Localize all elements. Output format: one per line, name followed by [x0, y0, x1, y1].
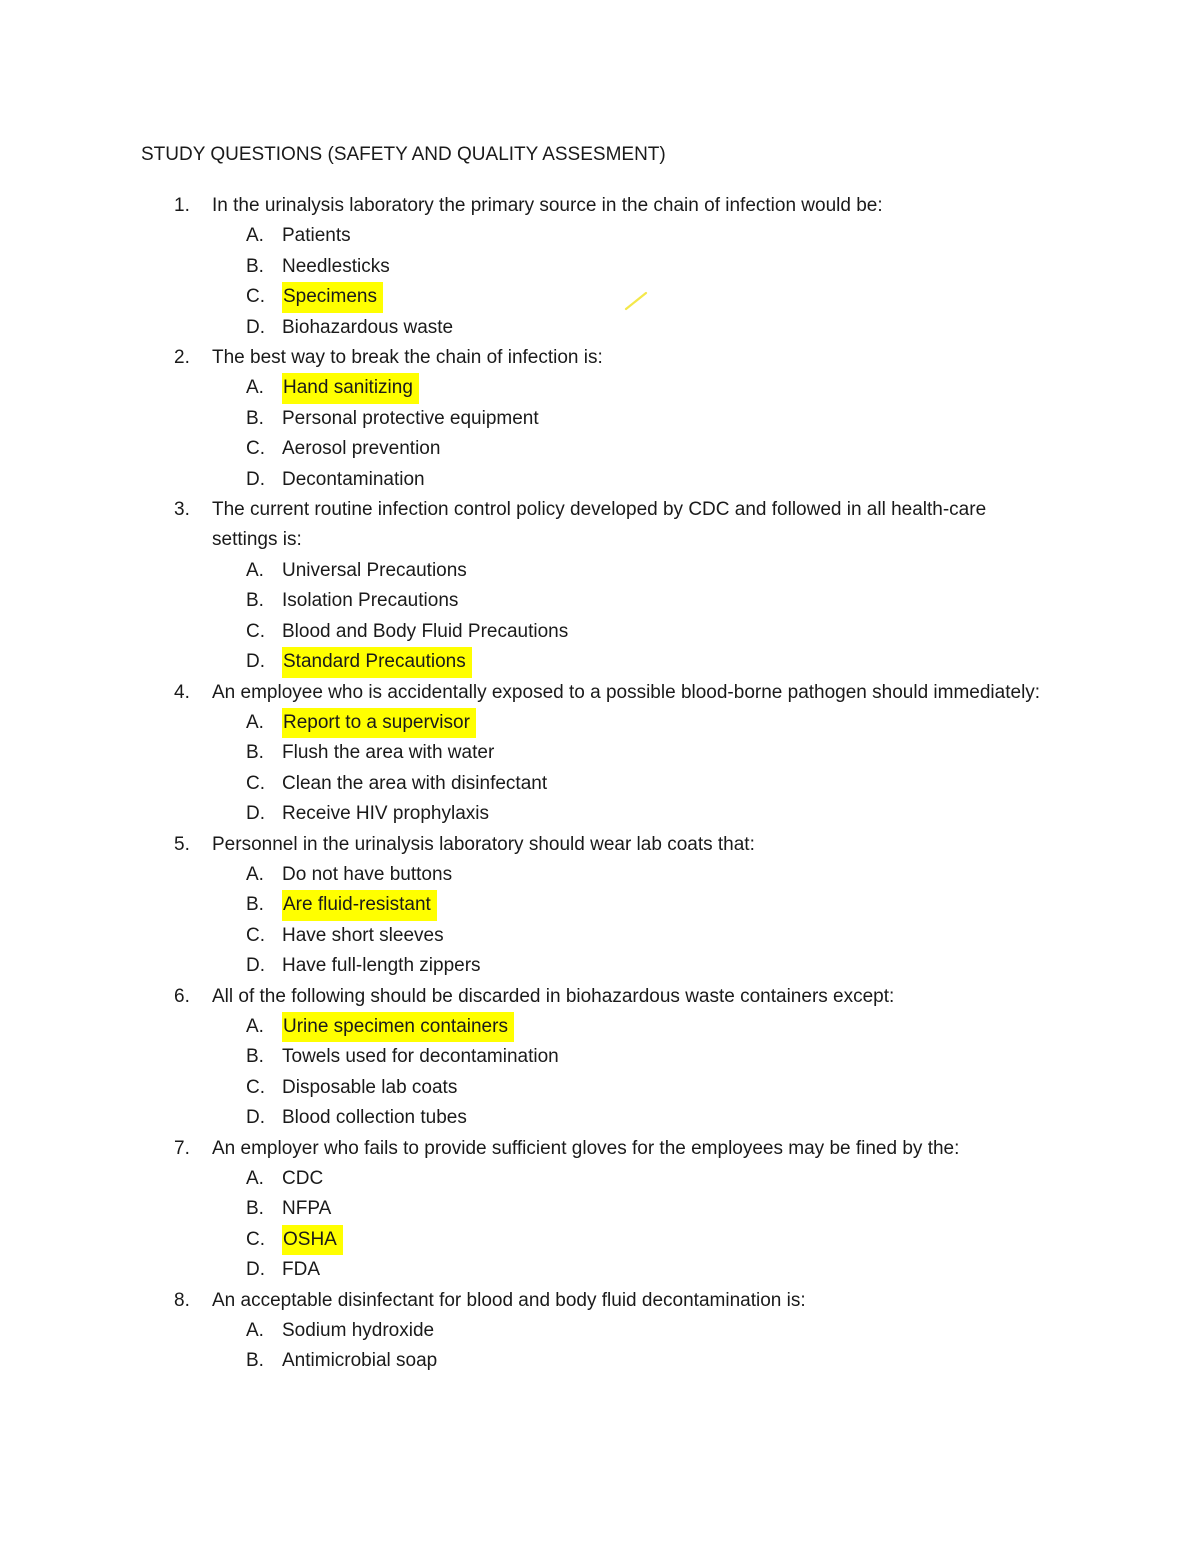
question-text: An employer who fails to provide sufficient gloves for the employees may be fined by the: — [212, 1137, 960, 1159]
answer-option — [246, 647, 1200, 677]
question-text: The best way to break the chain of infection is: — [212, 347, 603, 369]
option-text: Decontamination — [282, 468, 425, 490]
option-letter: D. — [246, 1259, 265, 1281]
answer-option — [246, 1073, 1200, 1103]
option-text: NFPA — [282, 1198, 332, 1220]
option-text: Have short sleeves — [282, 924, 444, 946]
option-letter: C. — [246, 1228, 265, 1250]
answer-option — [246, 1164, 1200, 1194]
highlighted-answer-text: Are fluid-resistant — [282, 890, 437, 920]
answer-option — [246, 769, 1200, 799]
question-4 — [174, 678, 1200, 708]
option-letter: A. — [246, 863, 264, 885]
option-text: CDC — [282, 1168, 324, 1189]
question-text: The current routine infection control policy developed by CDC and followed in all health-care settings is: — [212, 499, 987, 551]
question-1 — [174, 191, 1200, 221]
option-letter: B. — [246, 1198, 264, 1220]
document-title: STUDY QUESTIONS (SAFETY AND QUALITY ASSESMENT) — [141, 144, 666, 165]
option-text: Isolation Precautions — [282, 590, 459, 612]
answer-option — [246, 282, 1200, 312]
question-number: 2. — [174, 347, 190, 369]
option-letter: A. — [246, 377, 264, 399]
question-number: 4. — [174, 681, 190, 703]
question-text: An employee who is accidentally exposed to a possible blood-borne pathogen should immediately: — [212, 681, 1041, 703]
answer-option — [246, 1255, 1200, 1285]
answer-option — [246, 860, 1200, 890]
answer-option — [246, 373, 1200, 403]
question-number: 3. — [174, 499, 190, 521]
question-number: 5. — [174, 833, 190, 855]
question-text: In the urinalysis laboratory the primary source in the chain of infection would be: — [212, 195, 883, 216]
answer-option — [246, 313, 1200, 343]
option-letter: B. — [246, 1350, 264, 1372]
option-text: Clean the area with disinfectant — [282, 772, 548, 794]
highlighted-answer-text: Standard Precautions — [282, 647, 472, 677]
answer-option — [246, 1042, 1200, 1072]
question-text: An acceptable disinfectant for blood and body fluid decontamination is: — [212, 1289, 806, 1311]
option-text: Have full-length zippers — [282, 955, 481, 977]
answer-option — [246, 799, 1200, 829]
answer-option — [246, 556, 1200, 586]
option-letter: C. — [246, 924, 265, 946]
highlighted-answer-text: OSHA — [282, 1225, 343, 1255]
answer-option — [246, 1012, 1200, 1042]
answer-option — [246, 434, 1200, 464]
answer-option — [246, 951, 1200, 981]
question-5 — [174, 830, 1200, 860]
option-letter: A. — [246, 1168, 264, 1189]
answer-option — [246, 1103, 1200, 1133]
answer-option — [246, 738, 1200, 768]
option-text: Biohazardous waste — [282, 316, 454, 338]
question-number: 8. — [174, 1289, 190, 1311]
option-text: Sodium hydroxide — [282, 1320, 435, 1342]
option-text: Universal Precautions — [282, 559, 467, 581]
option-text: FDA — [282, 1259, 320, 1281]
question-6 — [174, 982, 1200, 1012]
answer-option — [246, 404, 1200, 434]
option-letter: B. — [246, 255, 264, 277]
option-letter: B. — [246, 590, 264, 612]
option-letter: B. — [246, 1046, 264, 1068]
answer-option — [246, 708, 1200, 738]
option-letter: A. — [246, 711, 264, 733]
option-letter: C. — [246, 1076, 265, 1098]
option-text: Patients — [282, 225, 351, 247]
option-letter: A. — [246, 225, 264, 247]
option-letter: D. — [246, 468, 265, 490]
question-8 — [174, 1286, 1200, 1316]
option-letter: C. — [246, 772, 265, 794]
option-letter: A. — [246, 1320, 264, 1342]
option-text: Aerosol prevention — [282, 438, 441, 460]
highlighted-answer-text: Urine specimen containers — [282, 1012, 514, 1042]
answer-option — [246, 1225, 1200, 1255]
answer-option — [246, 1194, 1200, 1224]
option-letter: A. — [246, 559, 264, 581]
highlighted-answer-text: Report to a supervisor — [282, 708, 476, 738]
question-text: All of the following should be discarded in biohazardous waste containers except: — [212, 985, 895, 1007]
answer-option — [246, 465, 1200, 495]
option-text: Antimicrobial soap — [282, 1350, 438, 1372]
option-text: Receive HIV prophylaxis — [282, 803, 489, 825]
option-text: Needlesticks — [282, 255, 390, 277]
option-letter: B. — [246, 894, 264, 916]
option-text: Towels used for decontamination — [282, 1046, 559, 1068]
question-3 — [174, 495, 1200, 556]
option-text: Flush the area with water — [282, 742, 495, 764]
option-letter: B. — [246, 407, 264, 429]
question-number: 1. — [174, 195, 190, 216]
option-text: Do not have buttons — [282, 863, 453, 885]
option-letter: D. — [246, 1107, 265, 1129]
answer-option — [246, 252, 1200, 282]
answer-option — [246, 617, 1200, 647]
answer-option — [246, 1346, 1200, 1376]
answer-option — [246, 921, 1200, 951]
option-letter: A. — [246, 1015, 264, 1037]
option-letter: C. — [246, 620, 265, 642]
answer-option — [246, 890, 1200, 920]
question-2 — [174, 343, 1200, 373]
question-number: 6. — [174, 985, 190, 1007]
option-letter: C. — [246, 438, 265, 460]
question-list — [0, 191, 1200, 1377]
option-text: Disposable lab coats — [282, 1076, 458, 1098]
highlighted-answer-text: Specimens — [282, 282, 383, 312]
option-letter: D. — [246, 316, 265, 338]
option-text: Blood and Body Fluid Precautions — [282, 620, 569, 642]
option-text: Blood collection tubes — [282, 1107, 467, 1129]
answer-option — [246, 586, 1200, 616]
option-text: Personal protective equipment — [282, 407, 539, 429]
question-number: 7. — [174, 1137, 190, 1159]
option-letter: B. — [246, 742, 264, 764]
option-letter: C. — [246, 286, 265, 308]
highlighter-stroke-mark — [624, 289, 648, 313]
option-letter: D. — [246, 651, 265, 673]
highlighted-answer-text: Hand sanitizing — [282, 373, 419, 403]
answer-option — [246, 221, 1200, 251]
answer-option — [246, 1316, 1200, 1346]
question-text: Personnel in the urinalysis laboratory should wear lab coats that: — [212, 833, 755, 855]
question-7 — [174, 1134, 1200, 1164]
option-letter: D. — [246, 955, 265, 977]
option-letter: D. — [246, 803, 265, 825]
